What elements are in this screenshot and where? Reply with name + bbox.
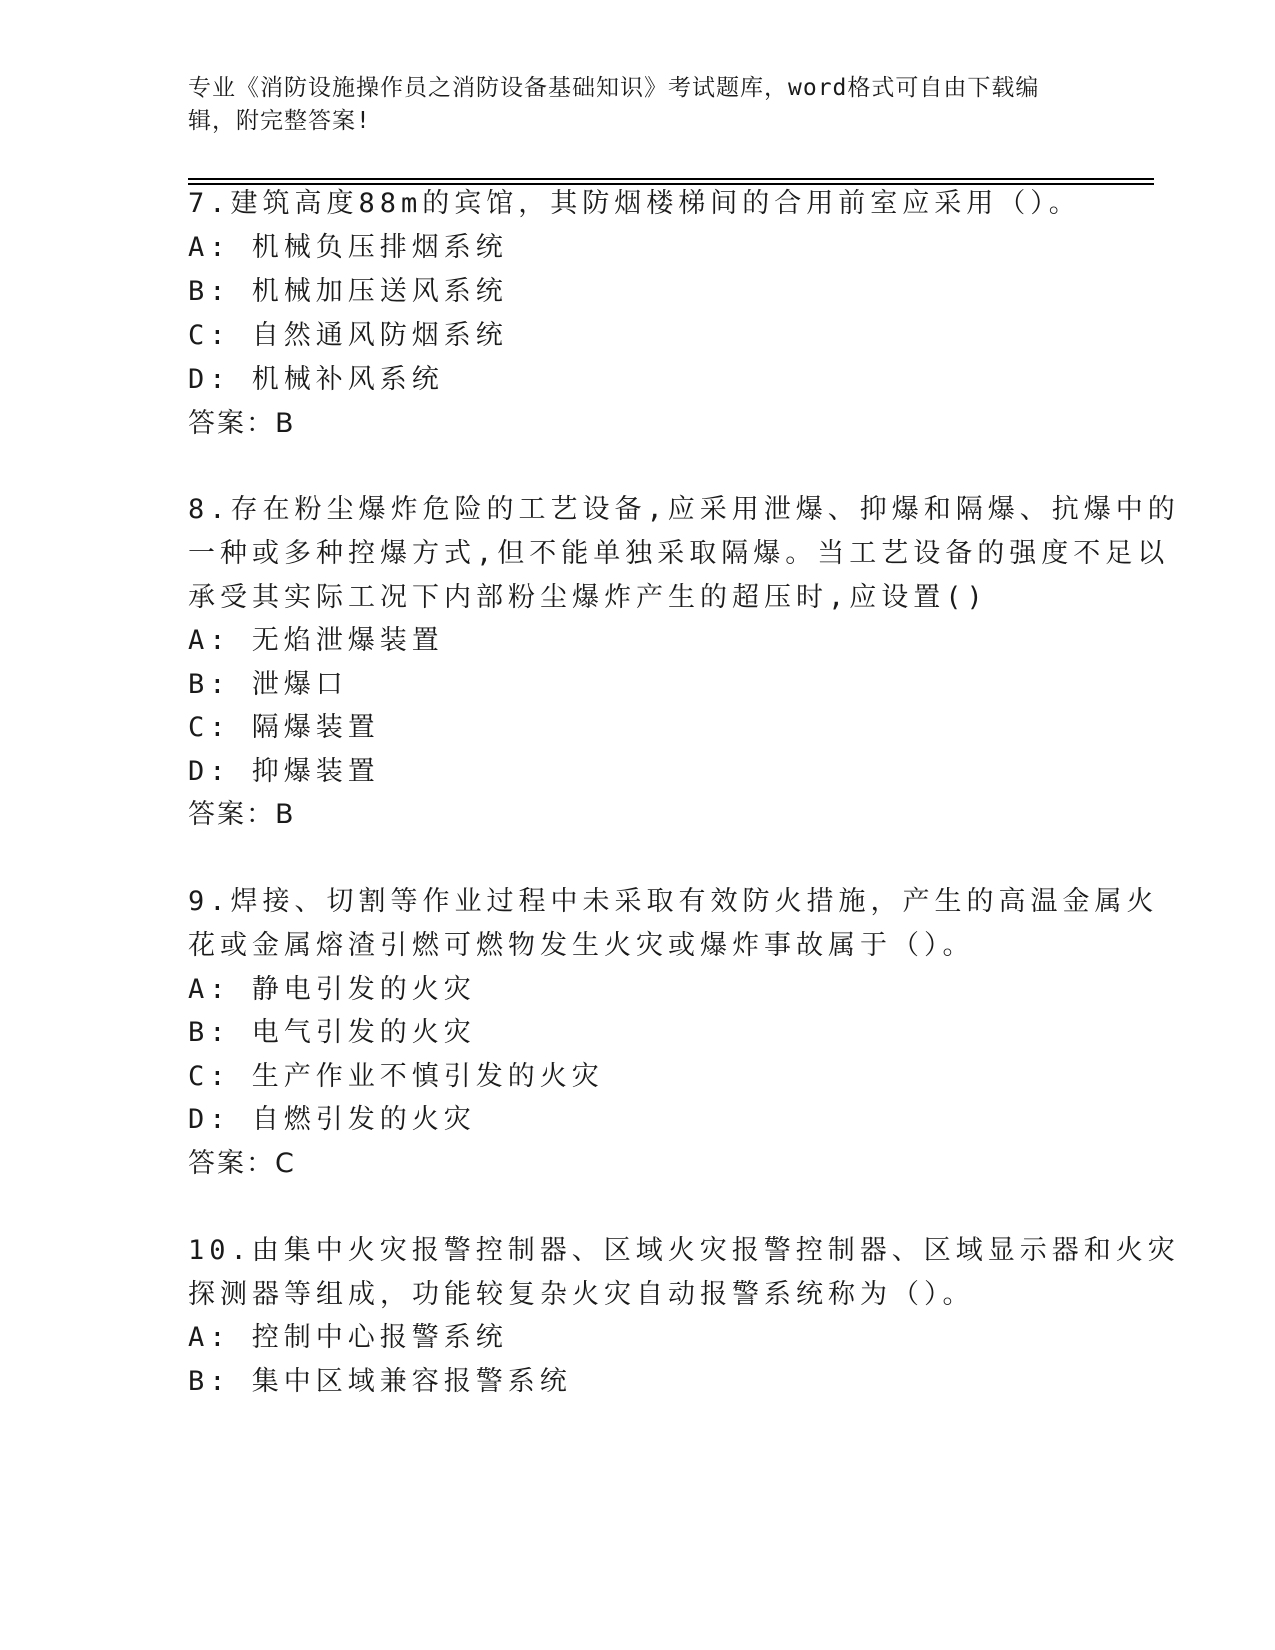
- option-d: D: 自燃引发的火灾: [188, 1104, 476, 1135]
- option-b: B: 集中区域兼容报警系统: [188, 1366, 572, 1397]
- option-b: B: 机械加压送风系统: [188, 276, 508, 307]
- header-divider: [188, 178, 1154, 180]
- option-a: A: 机械负压排烟系统: [188, 232, 508, 263]
- question-stem: 承受其实际工况下内部粉尘爆炸产生的超压时,应设置(): [188, 582, 988, 613]
- option-a: A: 无焰泄爆装置: [188, 625, 444, 656]
- question-stem: 花或金属熔渣引燃可燃物发生火灾或爆炸事故属于（）。: [188, 930, 975, 961]
- question-stem: 8.存在粉尘爆炸危险的工艺设备,应采用泄爆、抑爆和隔爆、抗爆中的: [188, 494, 1180, 525]
- option-a: A: 控制中心报警系统: [188, 1322, 508, 1353]
- question-stem: 10.由集中火灾报警控制器、区域火灾报警控制器、区域显示器和火灾: [188, 1235, 1180, 1266]
- question-stem: 7.建筑高度88m的宾馆，其防烟楼梯间的合用前室应采用（）。: [188, 188, 1081, 219]
- option-d: D: 抑爆装置: [188, 756, 380, 787]
- answer-line: 答案：C: [188, 1148, 296, 1179]
- option-b: B: 泄爆口: [188, 669, 348, 700]
- option-b: B: 电气引发的火灾: [188, 1017, 476, 1048]
- answer-line: 答案：B: [188, 799, 296, 830]
- header-line: 专业《消防设施操作员之消防设备基础知识》考试题库，word格式可自由下载编: [188, 75, 1040, 101]
- question-stem: 9.焊接、切割等作业过程中未采取有效防火措施，产生的高温金属火: [188, 886, 1159, 917]
- option-c: C: 自然通风防烟系统: [188, 320, 508, 351]
- option-c: C: 生产作业不慎引发的火灾: [188, 1061, 604, 1092]
- document-header: [188, 72, 1068, 138]
- header-line: 辑，附完整答案!: [188, 108, 371, 134]
- option-c: C: 隔爆装置: [188, 712, 380, 743]
- question-stem: 一种或多种控爆方式,但不能单独采取隔爆。当工艺设备的强度不足以: [188, 538, 1170, 569]
- option-a: A: 静电引发的火灾: [188, 974, 476, 1005]
- header-divider: [188, 183, 1154, 185]
- question-stem: 探测器等组成，功能较复杂火灾自动报警系统称为（）。: [188, 1279, 975, 1310]
- option-d: D: 机械补风系统: [188, 364, 444, 395]
- answer-line: 答案：B: [188, 408, 296, 439]
